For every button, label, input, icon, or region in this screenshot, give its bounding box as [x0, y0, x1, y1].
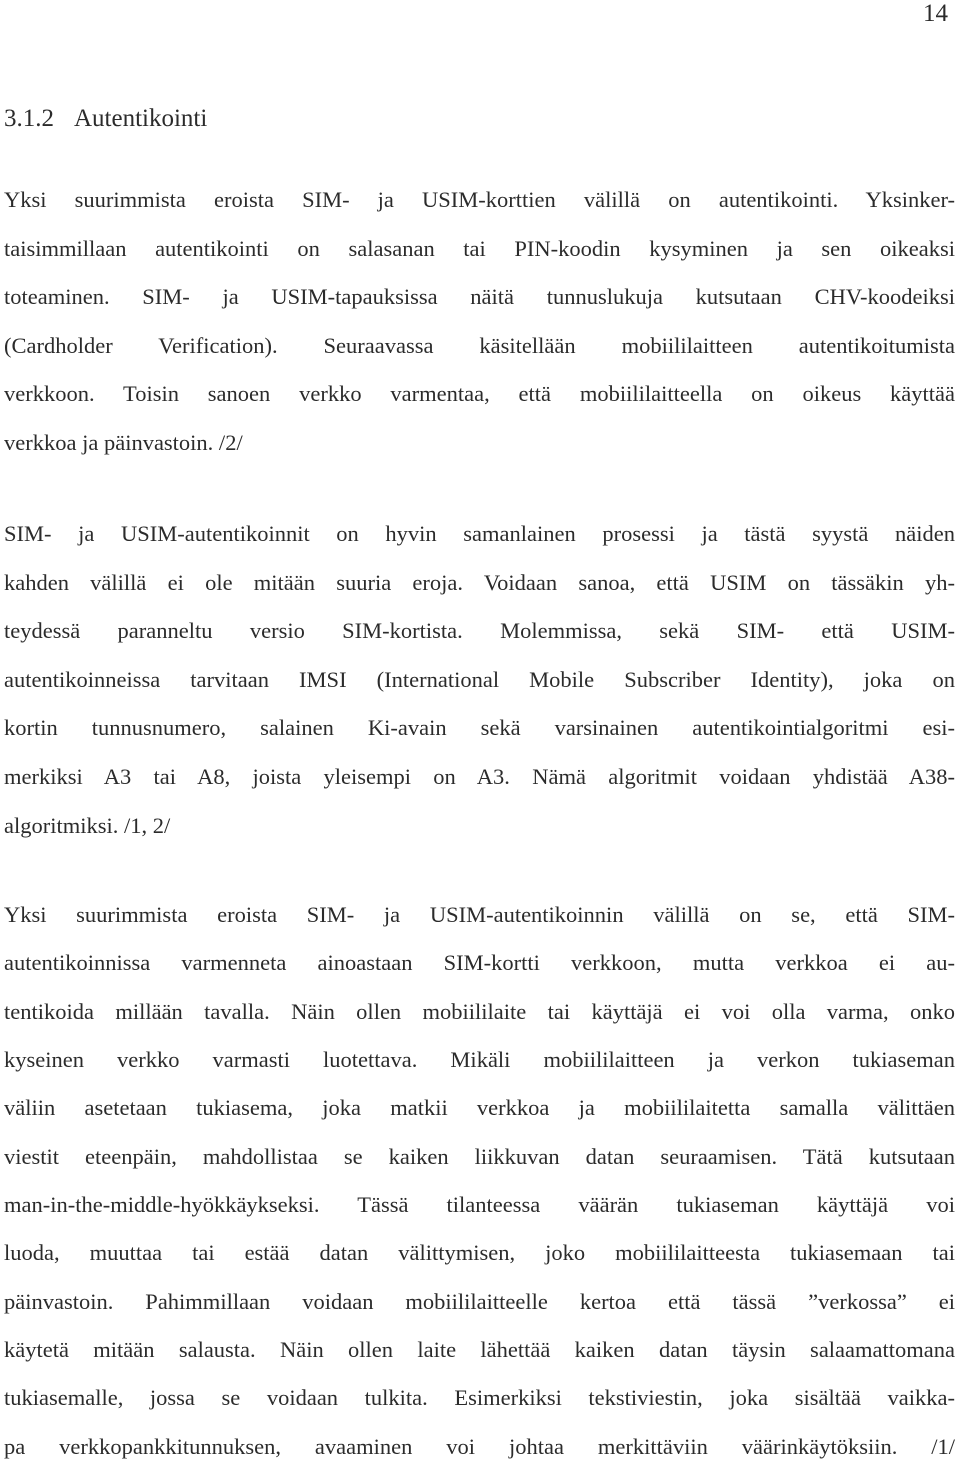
paragraph-line: taisimmillaan autentikointi on salasanan tai PIN-koodin kysyminen ja sen oikeaksi [4, 235, 955, 261]
section-title: Autentikointi [74, 105, 208, 132]
paragraph-line: käytetä mitään salausta. Näin ollen laite lähettää kaiken datan täysin salaamattomana [4, 1336, 955, 1362]
paragraph-1 [4, 176, 955, 467]
paragraph-line: tentikoida millään tavalla. Näin ollen mobiililaite tai käyttäjä ei voi olla varma, onko [4, 998, 955, 1024]
paragraph-line: kyseinen verkko varmasti luotettava. Mikäli mobiililaitteen ja verkon tukiaseman [4, 1046, 955, 1072]
paragraph-line: Yksi suurimmista eroista SIM- ja USIM-autentikoinnin välillä on se, että SIM- [4, 902, 955, 927]
paragraph-line: SIM- ja USIM-autentikoinnit on hyvin samanlainen prosessi ja tästä syystä näiden [4, 521, 955, 546]
paragraph-line: teydessä paranneltu versio SIM-kortista. Molemmissa, sekä SIM- että USIM- [4, 618, 955, 644]
paragraph-line: päinvastoin. Pahimmillaan voidaan mobiililaitteelle kertoa että tässä ”verkossa” ei [4, 1288, 955, 1314]
paragraph-line: man-in-the-middle-hyökkäykseksi. Tässä tilanteessa väärän tukiaseman käyttäjä voi [4, 1191, 955, 1217]
paragraph-line: Yksi suurimmista eroista SIM- ja USIM-korttien välillä on autentikointi. Yksinker- [4, 187, 955, 212]
paragraph-line: (Cardholder Verification). Seuraavassa käsitellään mobiililaitteen autentikoitumista [4, 332, 955, 358]
page-number: 14 [923, 0, 948, 27]
paragraph-line: algoritmiksi. /1, 2/ [4, 812, 171, 838]
paragraph-line: toteaminen. SIM- ja USIM-tapauksissa näitä tunnuslukuja kutsutaan CHV-koodeiksi [4, 284, 955, 309]
paragraph-line: kortin tunnusnumero, salainen Ki-avain sekä varsinainen autentikointialgoritmi esi- [4, 715, 955, 741]
paragraph-line: autentikoinnissa varmenneta ainoastaan SIM-kortti verkkoon, mutta verkkoa ei au- [4, 950, 955, 976]
paragraph-line: merkiksi A3 tai A8, joista yleisempi on A3. Nämä algoritmit voidaan yhdistää A38- [4, 763, 955, 789]
paragraph-line: väliin asetetaan tukiasema, joka matkii verkkoa ja mobiililaitetta samalla välittäen [4, 1095, 955, 1121]
paragraph-line: luoda, muuttaa tai estää datan välittymisen, joko mobiililaitteesta tukiasemaan tai [4, 1240, 955, 1266]
paragraph-line: verkkoon. Toisin sanoen verkko varmentaa, että mobiililaitteella on oikeus käyttää [4, 381, 955, 406]
paragraph-2 [4, 510, 955, 850]
paragraph-line: tukiasemalle, jossa se voidaan tulkita. Esimerkiksi tekstiviestin, joka sisältää vaikka- [4, 1385, 955, 1411]
paragraph-line: verkkoa ja päinvastoin. /2/ [4, 429, 243, 455]
paragraph-line: autentikoinneissa tarvitaan IMSI (International Mobile Subscriber Identity), joka on [4, 666, 955, 692]
paragraph-line: viestit eteenpäin, mahdollistaa se kaiken liikkuvan datan seuraamisen. Tätä kutsutaan [4, 1143, 955, 1169]
section-number: 3.1.2 [4, 105, 54, 132]
paragraph-line: pa verkkopankkitunnuksen, avaaminen voi johtaa merkittäviin väärinkäytöksiin. /1/ [4, 1433, 955, 1459]
paragraph-3 [4, 891, 955, 1471]
section-heading [4, 104, 207, 134]
paragraph-line: kahden välillä ei ole mitään suuria eroja. Voidaan sanoa, että USIM on tässäkin yh- [4, 569, 955, 595]
